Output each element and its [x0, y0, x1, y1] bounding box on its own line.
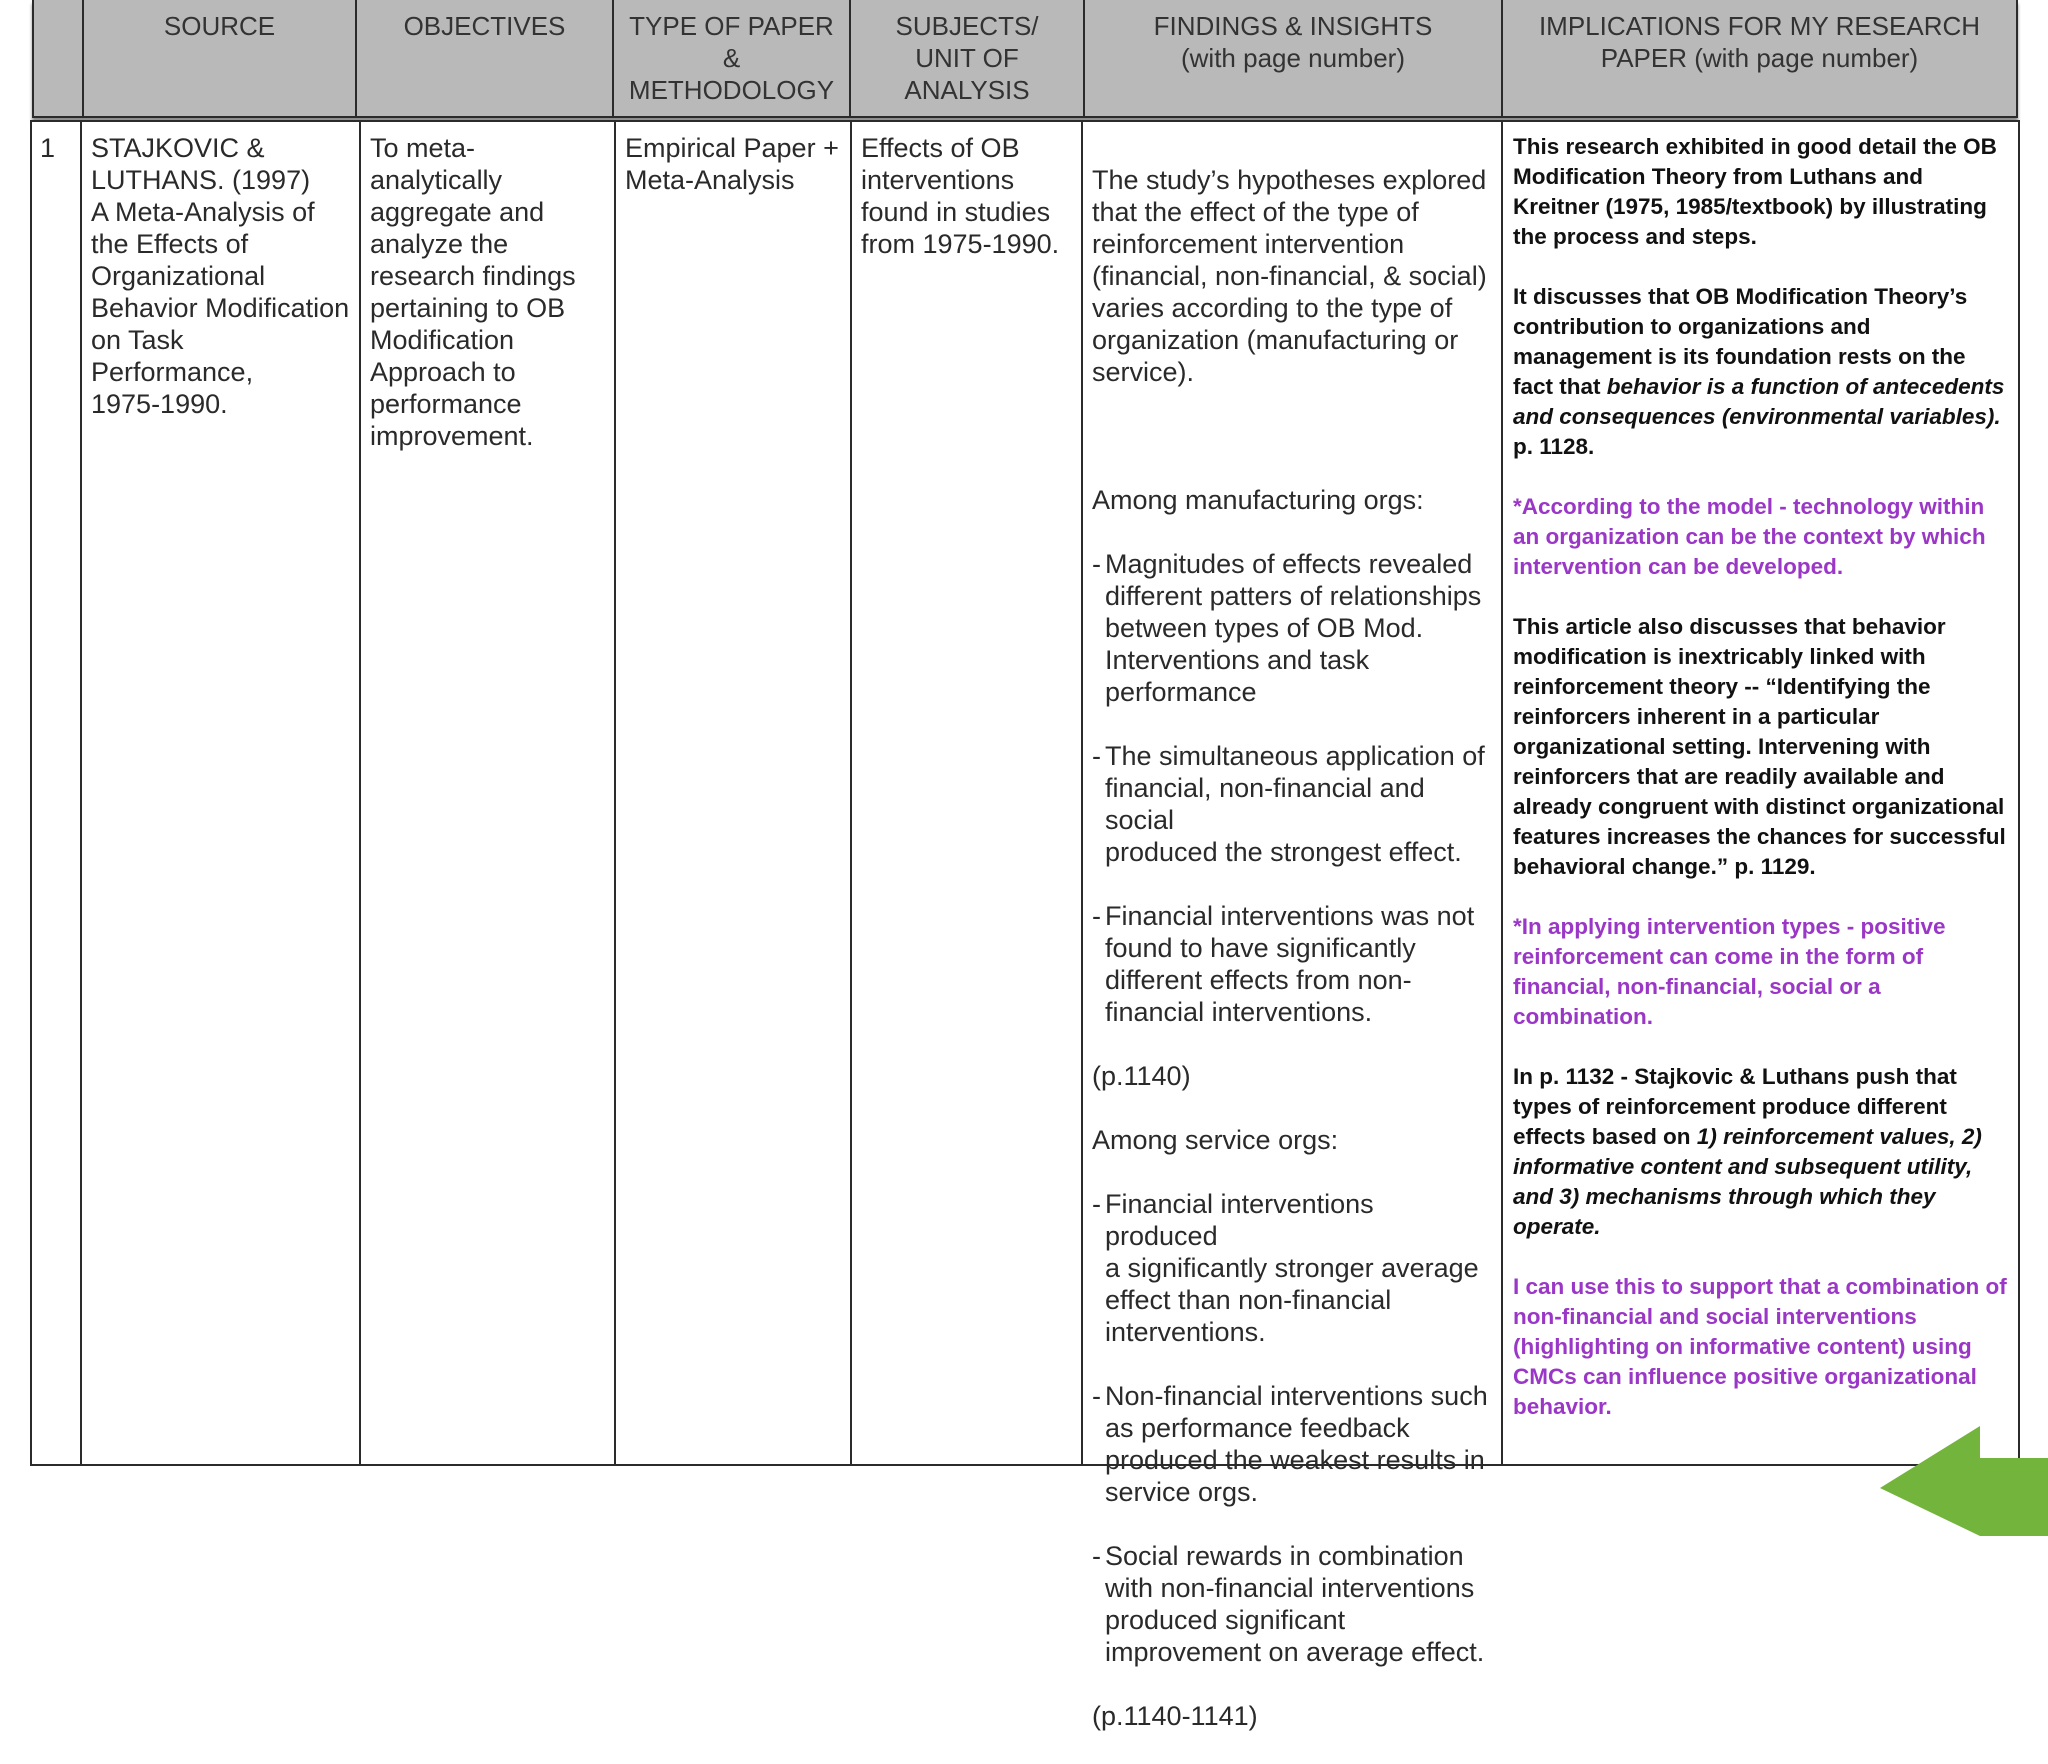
- source-cell: STAJKOVIC & LUTHANS. (1997) A Meta-Analysis of the Effects of Organizational Behavior Modification on Task Performance, 1975-1990.: [80, 122, 359, 1464]
- bullet-text: Social rewards in combination with non-financial interventions produced significant improvement on average effect.: [1105, 1541, 1485, 1667]
- findings-intro: The study’s hypotheses explored that the effect of the type of reinforcement intervention (financial, non-financial, & social) varies according to the type of organization (manufacturing or service).: [1092, 165, 1487, 387]
- list-item: [1092, 1540, 1493, 1668]
- bullet-text: Non-financial interventions such as performance feedback produced the weakest results in service orgs.: [1105, 1381, 1488, 1507]
- header-source: SOURCE: [82, 0, 355, 118]
- left-arrow-shape: [1880, 1426, 2048, 1536]
- row-number: 1: [40, 133, 56, 163]
- bullet-dash: -: [1092, 1541, 1101, 1571]
- implications-emphasis: behavior is a function of antecedents and consequences (environmental variables).: [1513, 374, 2005, 429]
- service-page-ref: (p.1140-1141): [1092, 1701, 1258, 1731]
- table-header-row: [32, 0, 2018, 118]
- header-findings: FINDINGS & INSIGHTS (with page number): [1083, 0, 1501, 118]
- page-reference: p. 1128.: [1513, 434, 1595, 459]
- bullet-dash: -: [1092, 901, 1101, 931]
- implications-text: In p. 1132 - Stajkovic & Luthans push that types of reinforcement produce different effects based on: [1513, 1064, 1957, 1149]
- bullet-dash: -: [1092, 1381, 1101, 1411]
- implications-cell: [1501, 122, 2018, 1464]
- bullet-text: Magnitudes of effects revealed different patters of relationships between types of OB Mod. Interventions and task performance: [1105, 549, 1482, 707]
- implications-text: It discusses that OB Modification Theory’s contribution to organizations and management is its foundation rests on the fact that: [1513, 284, 1968, 399]
- left-arrow-icon[interactable]: [1880, 1426, 2048, 1536]
- implications-note: I can use this to support that a combination of non-financial and social interventions (highlighting on informative content) using CMCs can influence positive organizational behavior.: [1513, 1274, 2007, 1419]
- list-item: [1092, 548, 1493, 708]
- list-item: [1092, 1380, 1493, 1508]
- spacer: [1092, 420, 1493, 452]
- list-item: [1092, 900, 1493, 1028]
- subjects-cell: Effects of OB interventions found in studies from 1975-1990.: [850, 122, 1081, 1464]
- header-type-of-paper: TYPE OF PAPER & METHODOLOGY: [612, 0, 849, 118]
- header-implications: IMPLICATIONS FOR MY RESEARCH PAPER (with page number): [1501, 0, 2016, 118]
- implications-paragraph: [1513, 282, 2008, 462]
- bullet-dash: -: [1092, 549, 1101, 579]
- implications-note: *In applying intervention types - positive reinforcement can come in the form of financial, non-financial, social or a combination.: [1513, 914, 1946, 1029]
- type-of-paper-cell: Empirical Paper + Meta-Analysis: [614, 122, 850, 1464]
- header-objectives: OBJECTIVES: [355, 0, 612, 118]
- bullet-dash: -: [1092, 1189, 1101, 1219]
- implications-paragraph: This article also discusses that behavior modification is inextricably linked with reinforcement theory -- “Identifying the reinforcers inherent in a particular organizational setting. Intervening with reinforcers that are readily available and already congruent with distinct organizational features increases the chances for successful behavioral change.” p. 1129.: [1513, 614, 2006, 879]
- implications-paragraph: [1513, 1062, 2008, 1242]
- table-row: [30, 120, 2020, 1731]
- implications-emphasis: 1) reinforcement values, 2) informative content and subsequent utility, and 3) mechanisms through which they operate.: [1513, 1124, 1982, 1239]
- header-number-cell: [34, 0, 82, 118]
- list-item: [1092, 1188, 1493, 1348]
- bullet-text: Financial interventions was not found to have significantly different effects from non- financial interventions.: [1105, 901, 1475, 1027]
- objectives-cell: To meta-analytically aggregate and analyze the research findings pertaining to OB Modification Approach to performance improvement.: [359, 122, 614, 1464]
- header-subjects: SUBJECTS/ UNIT OF ANALYSIS: [849, 0, 1083, 118]
- list-item: [1092, 740, 1493, 868]
- implications-note: *According to the model - technology within an organization can be the context by which intervention can be developed.: [1513, 494, 1986, 579]
- findings-cell: [1081, 122, 1501, 1731]
- implications-paragraph: This research exhibited in good detail the OB Modification Theory from Luthans and Kreitner (1975, 1985/textbook) by illustrating the process and steps.: [1513, 134, 1997, 249]
- manufacturing-page-ref: (p.1140): [1092, 1061, 1191, 1091]
- bullet-text: The simultaneous application of financial, non-financial and social produced the strongest effect.: [1105, 741, 1485, 867]
- bullet-dash: -: [1092, 741, 1101, 771]
- bullet-text: Financial interventions produced a significantly stronger average effect than non-financial interventions.: [1105, 1189, 1479, 1347]
- service-heading: Among service orgs:: [1092, 1125, 1339, 1155]
- manufacturing-heading: Among manufacturing orgs:: [1092, 485, 1424, 515]
